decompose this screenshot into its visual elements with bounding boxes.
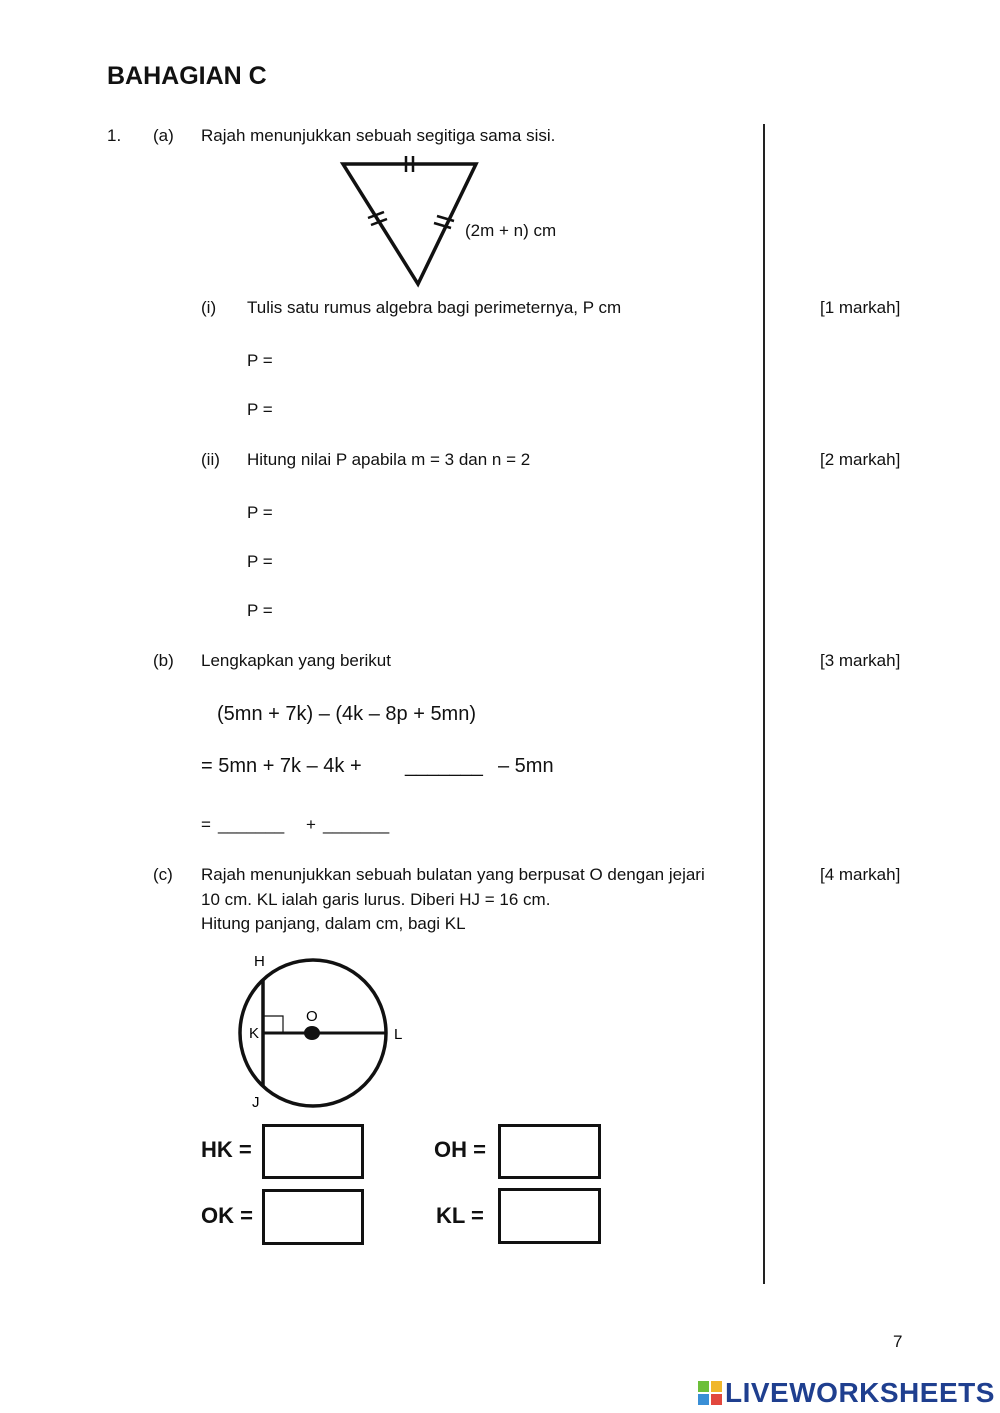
part-c-marks: [4 markah] xyxy=(820,865,901,884)
answer-line-label: P = xyxy=(247,503,273,522)
step2-blank-2[interactable]: _______ xyxy=(323,815,390,834)
sub-i-label: (i) xyxy=(201,298,217,317)
right-angle-marker xyxy=(263,1016,283,1033)
part-c-text-line-3: Hitung panjang, dalam cm, bagi KL xyxy=(201,914,466,933)
answer-box-ok[interactable] xyxy=(262,1189,364,1245)
part-c-text-line-2: 10 cm. KL ialah garis lurus. Diberi HJ = 16 cm. xyxy=(201,890,551,909)
sub-i-answer-input-2[interactable] xyxy=(280,398,584,421)
sub-ii-answer-input-3[interactable] xyxy=(280,599,584,622)
answer-input-hk[interactable] xyxy=(265,1127,361,1176)
liveworksheets-logo-icon xyxy=(698,1381,722,1405)
answer-box-kl[interactable] xyxy=(498,1188,601,1244)
step2-plus: + xyxy=(306,815,316,834)
answer-label-oh: OH = xyxy=(434,1137,486,1162)
sub-i-text: Tulis satu rumus algebra bagi perimeternya, P cm xyxy=(247,298,622,317)
answer-label-ok: OK = xyxy=(201,1203,253,1228)
label-k: K xyxy=(249,1025,260,1042)
answer-line-label: P = xyxy=(247,351,273,370)
question-number: 1. xyxy=(107,126,122,145)
brand-name: LIVEWORKSHEETS xyxy=(725,1377,995,1408)
answer-label-kl: KL = xyxy=(436,1203,484,1228)
liveworksheets-brand xyxy=(698,1378,995,1408)
answer-label-hk: HK = xyxy=(201,1137,252,1162)
part-a-label: (a) xyxy=(153,126,174,145)
triangle-side-label: (2m + n) cm xyxy=(465,221,557,240)
part-b-label: (b) xyxy=(153,651,174,670)
part-b-text: Lengkapkan yang berikut xyxy=(201,651,391,670)
answer-input-kl[interactable] xyxy=(501,1191,598,1241)
margin-divider xyxy=(763,124,765,1284)
step2-blank-1[interactable]: _______ xyxy=(218,815,285,834)
triangle-shape xyxy=(343,164,476,284)
step1-blank[interactable]: _______ xyxy=(405,755,483,777)
sub-i-answer-input-1[interactable] xyxy=(280,349,584,372)
answer-line-label: P = xyxy=(247,552,273,571)
page-number: 7 xyxy=(893,1332,903,1351)
answer-input-ok[interactable] xyxy=(265,1192,361,1242)
sub-i-marks: [1 markah] xyxy=(820,298,901,317)
answer-line-label: P = xyxy=(247,400,273,419)
section-title: BAHAGIAN C xyxy=(107,62,267,90)
circle-diagram xyxy=(230,945,420,1115)
step1-left: = 5mn + 7k – 4k + xyxy=(201,755,362,777)
answer-box-oh[interactable] xyxy=(498,1124,601,1179)
part-a-text: Rajah menunjukkan sebuah segitiga sama sisi. xyxy=(201,126,556,145)
step1-right: – 5mn xyxy=(498,755,554,777)
center-point xyxy=(304,1026,320,1040)
step2-equals: = xyxy=(201,815,211,834)
sub-ii-answer-input-1[interactable] xyxy=(280,501,584,524)
sub-ii-text: Hitung nilai P apabila m = 3 dan n = 2 xyxy=(247,450,531,469)
answer-box-hk[interactable] xyxy=(262,1124,364,1179)
label-h: H xyxy=(254,953,265,970)
expression: (5mn + 7k) – (4k – 8p + 5mn) xyxy=(217,703,477,725)
sub-ii-label: (ii) xyxy=(201,450,220,469)
part-c-label: (c) xyxy=(153,865,173,884)
part-c-text-line-1: Rajah menunjukkan sebuah bulatan yang berpusat O dengan jejari xyxy=(201,865,705,884)
sub-ii-marks: [2 markah] xyxy=(820,450,901,469)
label-j: J xyxy=(252,1094,260,1111)
answer-line-label: P = xyxy=(247,601,273,620)
answer-input-oh[interactable] xyxy=(501,1127,598,1176)
sub-ii-answer-input-2[interactable] xyxy=(280,550,584,573)
part-b-marks: [3 markah] xyxy=(820,651,901,670)
label-o: O xyxy=(306,1008,318,1025)
label-l: L xyxy=(394,1026,403,1043)
